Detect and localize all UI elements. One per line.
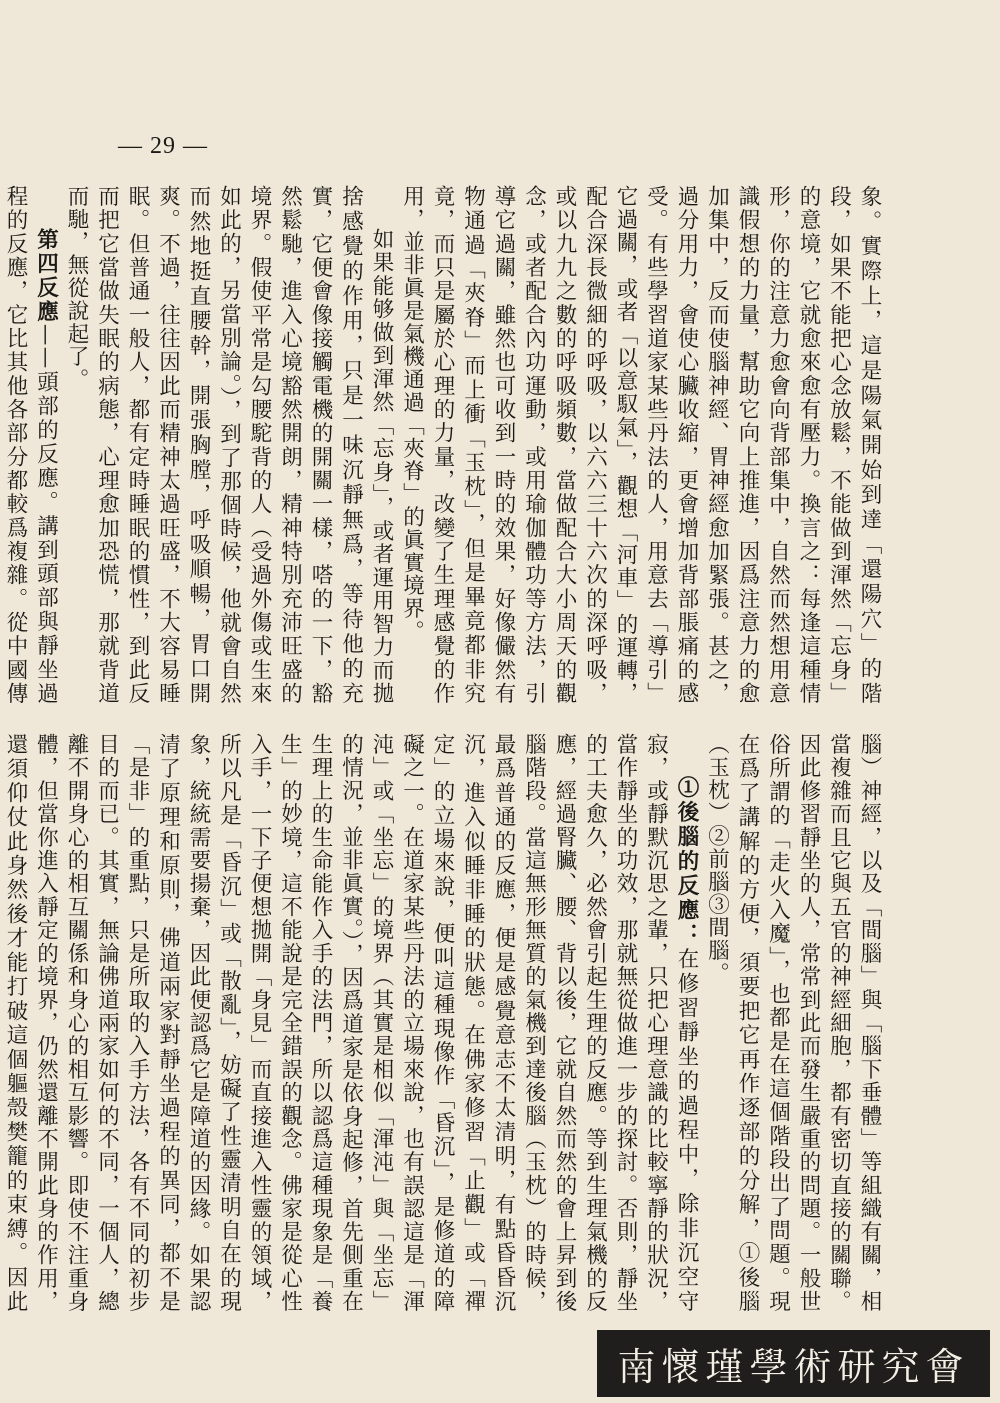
page-number: — 29 —: [118, 133, 208, 159]
paragraph-text: 象。實際上，這是陽氣開始到達「還陽穴」的階段，如果不能把心念放鬆，不能做到渾然「忘身」的意境，它就愈來愈有壓力。換言之：每逢這種情形，你的注意力愈會向背部集中，自然而然想用意識假想的力量，幫助它向上推進，因爲注意力的愈加集中，反而使腦神經、胃神經愈加緊張。甚之，過分用力，會使心臟收縮，更會增加背部脹痛的感受。有些學習道家某些丹法的人，用意去「導引」它過關，或者「以意馭氣」，觀想「河車」的運轉，配合深長微細的呼吸，以六六三十六次的深呼吸，或以九九之數的呼吸頻數，當做配合大小周天的觀念，或者配合內功運動，或用瑜伽體功等方法，引導它過關，雖然也可收到一時的效果，好像儼然有物通過「夾脊」而上衝「玉枕」，但是畢竟都非究竟，而只是屬於心理的力量，改變了生理感覺的作用，並非眞是氣機通過「夾脊」的眞實境界。: [399, 185, 882, 705]
paragraph: [396, 185, 884, 705]
paragraph: [0, 733, 701, 1313]
paragraph-text: ——頭部的反應。講到頭部與靜坐過程的反應，它比其他各部分都較爲複雜。從中國傳: [3, 185, 59, 705]
subsection-heading: ①後腦的反應：: [674, 776, 699, 948]
paragraph-text: 如果能够做到渾然「忘身」，或者運用智力而拋捨感覺的作用，只是一味沉靜無爲，等待他的充實，它便會像接觸電機的開關一樣，嗒的一下，豁然鬆馳，進入心境豁然開朗，精神特別充沛旺盛的境界。假使平常是勾腰駝背的人（受過外傷或生來如此的，另當別論。），到了那個時候，他就會自然而然地挺直腰幹，開張胸膛，呼吸順暢，胃口開爽。不過，往往因此而精神太過旺盛，不大容易睡眠。但普通一般人，都有定時睡眠的慣性，到此反而把它當做失眠的病態，心理愈加恐慌，那就背道而馳，無從說起了。: [64, 185, 394, 705]
paragraph-text: 腦）神經，以及「間腦」與「腦下垂體」等組織有關，相當複雜而且它與五官的神經細胞，都有密切直接的關聯。因此修習靜坐的人，常常到此而發生嚴重的問題。一般世俗所謂的「走火入魔」，也都是在這個階段出了問題。現在爲了講解的方便，須要把它再作逐部的分解，①後腦（玉枕）②前腦③間腦。: [704, 733, 882, 1313]
section-heading: 第四反應: [33, 228, 59, 324]
paragraph-text: 在修習靜坐的過程中，除非沉空守寂，或靜默沉思之輩，只把心理意識的比較寧靜的狀況，當作靜坐的功效，那就無從做進一步的探討。否則，靜坐的工夫愈久，必然會引起生理的反應。等到生理氣機的反應，經過腎臟、腰、背以後，它就自然而然的會上昇到後腦階段。當這無形無質的氣機到達後腦（玉枕）的時候，最爲普通的反應，便是感覺意志不太清明，有點昏昏沉沉，進入似睡非睡的狀態。在佛家修習「止觀」或「禪定」的立場來說，便叫這種現像作「昏沉」，是修道的障礙之一。在道家某些丹法的立場來說，也有誤認這是「渾沌」或「坐忘」的境界（其實是相似「渾沌」與「坐忘」的情況，並非眞實。），因爲道家是依身起修，首先側重在生理上的生命能作入手的法門，所以認爲這種現象是「養生」的妙境，這不能說是完全錯誤的觀念。佛家是從心性入手，一下子便想拋開「身見」而直接進入性靈的領域，所以凡是「昏沉」或「散亂」，妨礙了性靈清明自在的現象，統統需要揚棄，因此便認爲它是障道的因緣。如果認清了原理和原則，佛道兩家對靜坐過程的異同，都不是「是非」的重點，只是所取的入手方法，各有不同的初步目的而已。其實，無論佛道兩家如何的不同，一個人，總離不開身心的相互關係和身心的相互影響。即使不注重身體，但當你進入靜定的境界，仍然還離不開此身的作用，還須仰仗此身然後才能打破這個軀殼樊籠的束縛。因此: [3, 733, 699, 1313]
paragraph: [701, 733, 884, 1313]
upper-text-block: [3, 185, 884, 705]
watermark-stamp: 南懷瑾學術研究會: [597, 1330, 990, 1397]
lower-text-block: [3, 733, 884, 1313]
paragraph: [61, 185, 397, 705]
paragraph: [0, 185, 61, 705]
